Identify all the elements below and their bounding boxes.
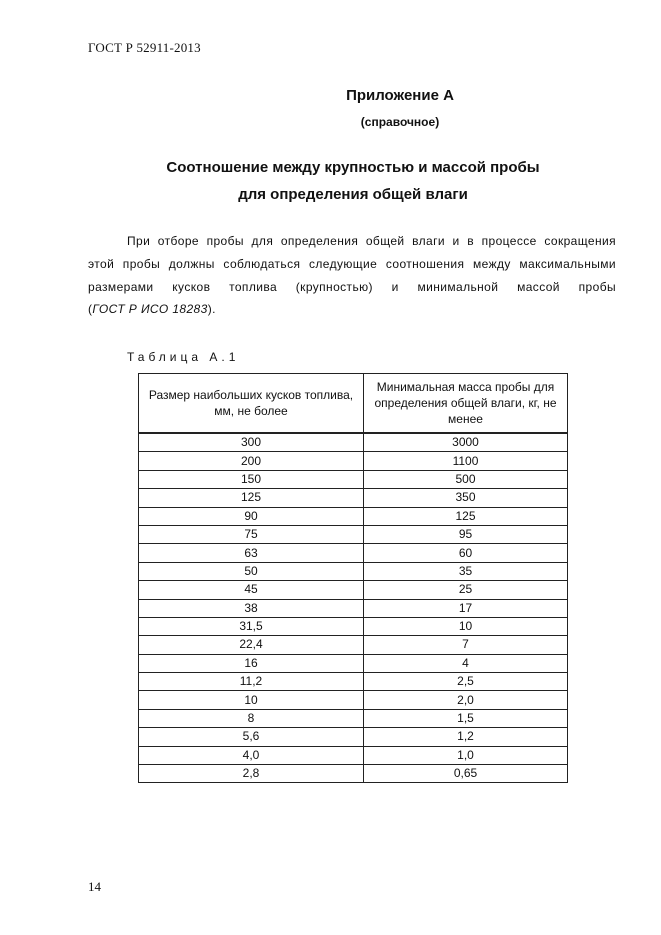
cell-mass: 10 [364, 617, 568, 635]
table-row [139, 470, 568, 488]
page-number: 14 [88, 879, 101, 894]
appendix-type: (справочное) [360, 115, 440, 129]
paragraph-line: размерами кусков топлива (крупностью) и минимальной массой пробы [88, 279, 616, 294]
cell-size: 4,0 [139, 746, 364, 764]
table-row [139, 765, 568, 783]
cell-mass: 0,65 [364, 765, 568, 783]
cell-size: 300 [139, 433, 364, 452]
cell-size: 90 [139, 507, 364, 525]
cell-size: 75 [139, 525, 364, 543]
table-body [139, 433, 568, 783]
cell-mass: 125 [364, 507, 568, 525]
cell-mass: 35 [364, 562, 568, 580]
table-row [139, 654, 568, 672]
cell-size: 16 [139, 654, 364, 672]
appendix-title: Приложение А [346, 87, 454, 104]
cell-mass: 3000 [364, 433, 568, 452]
body-paragraph [88, 230, 616, 321]
cell-size: 22,4 [139, 636, 364, 654]
document-code: ГОСТ Р 52911-2013 [88, 40, 201, 55]
paragraph-line: этой пробы должны соблюдаться следующие соотношения между максимальными [88, 256, 616, 271]
cell-mass: 60 [364, 544, 568, 562]
table-row [139, 617, 568, 635]
cell-size: 2,8 [139, 765, 364, 783]
table-row [139, 507, 568, 525]
table-header-row [139, 374, 568, 434]
cell-size: 50 [139, 562, 364, 580]
table-row [139, 599, 568, 617]
cell-mass: 25 [364, 581, 568, 599]
cell-mass: 1,5 [364, 709, 568, 727]
cell-size: 31,5 [139, 617, 364, 635]
table-row [139, 728, 568, 746]
paragraph-line: При отборе пробы для определения общей влаги и в процессе сокращения [127, 234, 616, 248]
cell-size: 45 [139, 581, 364, 599]
data-table [138, 373, 568, 783]
cell-size: 125 [139, 489, 364, 507]
cell-mass: 1100 [364, 452, 568, 470]
cell-size: 5,6 [139, 728, 364, 746]
table-row [139, 709, 568, 727]
cell-mass: 17 [364, 599, 568, 617]
cell-size: 8 [139, 709, 364, 727]
cell-size: 63 [139, 544, 364, 562]
appendix-heading-line-1: Соотношение между крупностью и массой пробы [166, 159, 540, 176]
paragraph-line [88, 298, 616, 321]
cell-mass: 1,0 [364, 746, 568, 764]
table-row [139, 433, 568, 452]
cell-size: 38 [139, 599, 364, 617]
table-row [139, 489, 568, 507]
column-header-size: Размер наибольших кусков топлива, мм, не более [139, 374, 364, 434]
table-row [139, 746, 568, 764]
table-caption: Таблица А.1 [127, 350, 240, 364]
table-row [139, 525, 568, 543]
table-row [139, 452, 568, 470]
cell-mass: 4 [364, 654, 568, 672]
cell-mass: 7 [364, 636, 568, 654]
cell-mass: 1,2 [364, 728, 568, 746]
table-row [139, 691, 568, 709]
cell-mass: 2,5 [364, 673, 568, 691]
cell-size: 150 [139, 470, 364, 488]
cell-size: 200 [139, 452, 364, 470]
table-row [139, 562, 568, 580]
column-header-mass: Минимальная масса пробы для определения общей влаги, кг, не менее [364, 374, 568, 434]
cell-mass: 2,0 [364, 691, 568, 709]
cell-size: 10 [139, 691, 364, 709]
table-row [139, 636, 568, 654]
cell-size: 11,2 [139, 673, 364, 691]
cell-mass: 95 [364, 525, 568, 543]
cell-mass: 500 [364, 470, 568, 488]
appendix-heading-line-2: для определения общей влаги [238, 186, 468, 203]
reference-close: ). [207, 302, 216, 317]
table-row [139, 581, 568, 599]
reference-open: ( [88, 302, 93, 317]
table-row [139, 673, 568, 691]
cell-mass: 350 [364, 489, 568, 507]
standard-reference: ГОСТ Р ИСО 18283 [92, 302, 208, 317]
table-row [139, 544, 568, 562]
